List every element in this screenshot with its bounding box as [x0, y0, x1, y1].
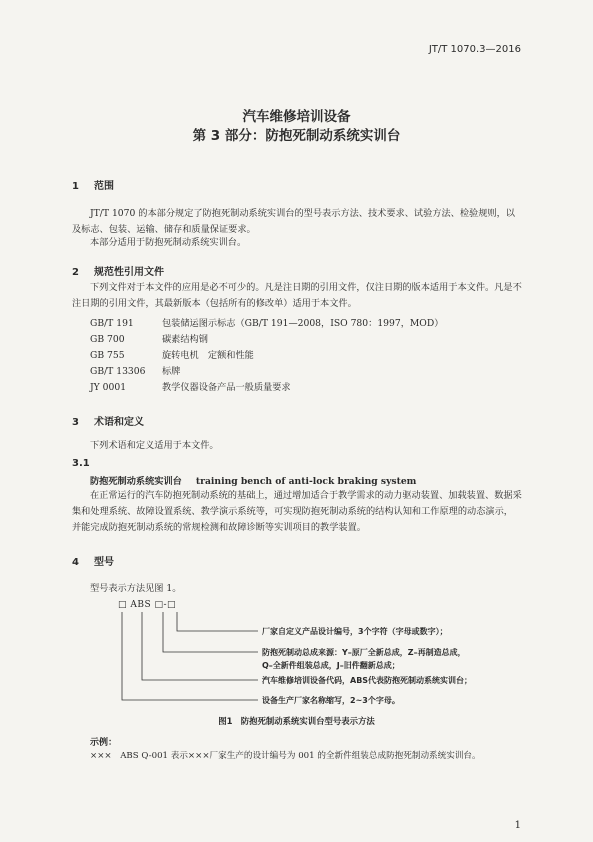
term-number: 3.1 — [72, 458, 90, 469]
figure-caption: 图1 防抱死制动系统实训台型号表示方法 — [218, 716, 375, 726]
section-1-number: 1 — [72, 181, 79, 192]
leader-line — [142, 612, 258, 680]
ref-title: 旋转电机 定额和性能 — [162, 350, 254, 361]
figure-label-device-code: 汽车维修培训设备代码，ABS代表防抱死制动系统实训台； — [262, 676, 473, 685]
section-3-number: 3 — [72, 417, 79, 428]
section-4-number: 4 — [72, 557, 79, 568]
term-chinese: 防抱死制动系统实训台 — [90, 476, 182, 487]
model-code: □ ABS □-□ — [118, 600, 177, 610]
section-3-title: 术语和定义 — [94, 417, 144, 428]
term-definition: 在正常运行的汽车防抱死制动系统的基础上，通过增加适合于教学需求的动力驱动装置、加载装置、数据采集和处理系统、故障设置系统、教学演示系统等，可实现防抱死制动系统的结构认知和工作原理的动态演示，并能完成防抱死制动系统的常规检测和故障诊断等实训项目的教学装置。 — [72, 490, 522, 533]
ref-title: 包装储运图示标志（GB/T 191—2008，ISO 780：1997，MOD） — [162, 318, 444, 329]
ref-code: JY 0001 — [90, 382, 127, 393]
ref-title: 碳素结构钢 — [162, 334, 208, 345]
section-1-title: 范围 — [94, 181, 114, 192]
doc-title-line1: 汽车维修培训设备 — [242, 109, 351, 125]
figure-label-manufacturer: 设备生产厂家名称缩写，2~3个字母。 — [262, 696, 400, 705]
example-text: ××× ABS Q-001 表示×××厂家生产的设计编号为 001 的全新件组装总成防抱死制动系统实训台。 — [90, 751, 481, 761]
ref-title: 标牌 — [162, 366, 181, 377]
figure-label-design-number: 厂家自定义产品设计编号，3个字符（字母或数字）； — [262, 627, 448, 636]
section-4-para: 型号表示方法见图 1。 — [90, 583, 182, 594]
section-4-title: 型号 — [94, 557, 114, 568]
standard-number: JT/T 1070.3—2016 — [428, 44, 521, 55]
doc-title-line2: 第 3 部分：防抱死制动系统实训台 — [192, 128, 401, 144]
ref-code: GB 700 — [90, 334, 125, 345]
section-2-number: 2 — [72, 267, 79, 278]
section-1-para-1: JT/T 1070 的本部分规定了防抱死制动系统实训台的型号表示方法、技术要求、试验方法、检验规则，以及标志、包装、运输、储存和质量保证要求。 — [72, 208, 515, 235]
leader-line — [177, 612, 258, 631]
figure-label-source-cont: Q–全新件组装总成，J–旧件翻新总成； — [262, 661, 400, 670]
ref-code: GB 755 — [90, 350, 125, 361]
section-1-para-2: 本部分适用于防抱死制动系统实训台。 — [90, 237, 247, 248]
term-english: training bench of anti-lock braking system — [195, 476, 417, 487]
figure-label-source: 防抱死制动总成来源：Y–原厂全新总成，Z–再制造总成， — [262, 648, 466, 657]
example-label: 示例： — [90, 738, 118, 748]
ref-code: GB/T 191 — [90, 318, 134, 329]
ref-code: GB/T 13306 — [90, 366, 146, 377]
section-3-para: 下列术语和定义适用于本文件。 — [90, 440, 219, 451]
section-2-title: 规范性引用文件 — [94, 267, 164, 278]
section-2-para: 下列文件对于本文件的应用是必不可少的。凡是注日期的引用文件，仅注日期的版本适用于本文件。凡是不注日期的引用文件，其最新版本（包括所有的修改单）适用于本文件。 — [72, 282, 522, 309]
page-number: 1 — [514, 820, 521, 831]
ref-title: 教学仪器设备产品一般质量要求 — [162, 382, 291, 393]
